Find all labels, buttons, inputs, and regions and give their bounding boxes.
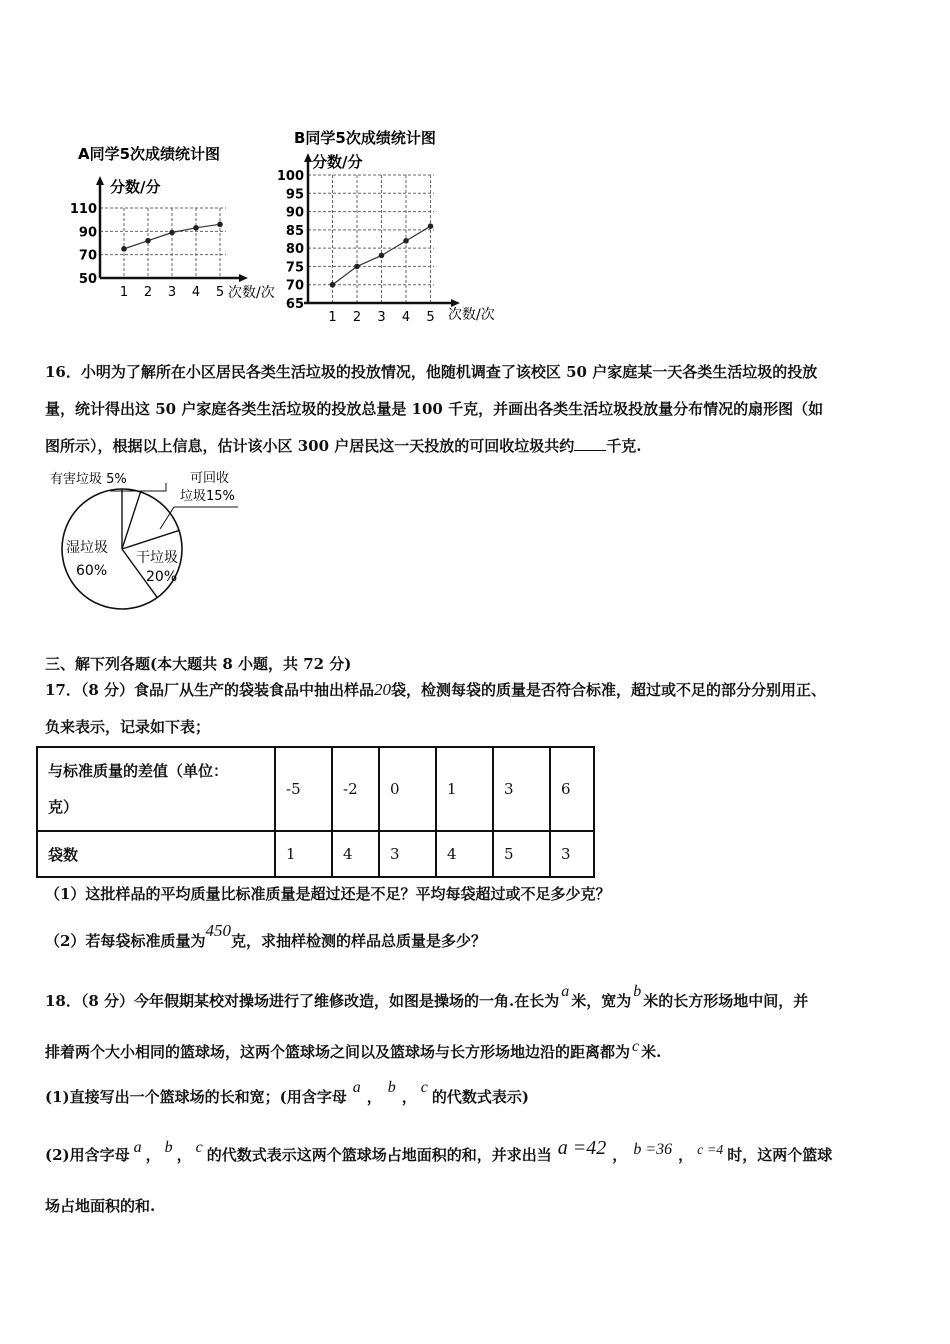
table-cell: 5 xyxy=(493,831,550,877)
q17-sub-2-text-b: 克，求抽样检测的样品总质量是多少？ xyxy=(230,932,486,950)
var-a: a xyxy=(133,1139,142,1156)
table-cell: 4 xyxy=(332,831,379,877)
x-tick-label: 4 xyxy=(191,285,201,300)
x-tick-label: 5 xyxy=(215,285,225,300)
var-b: b xyxy=(387,1079,396,1096)
separator: ， xyxy=(366,1088,382,1106)
chart-b-title: B同学5次成绩统计图 xyxy=(294,129,436,147)
chart-b-xlabel: 次数/次 xyxy=(448,307,495,323)
pie-label-dry-2: 20% xyxy=(146,569,178,585)
data-point xyxy=(193,225,199,231)
x-tick-label: 3 xyxy=(167,285,177,300)
table-cell: 6 xyxy=(550,747,594,831)
pie-slice-boundary xyxy=(122,492,141,549)
chart-a-xlabel: 次数/次 xyxy=(228,285,275,301)
chart-b-grid xyxy=(308,175,434,303)
q17-sub-1: （1）这批样品的平均质量比标准质量是超过还是不足？平均每袋超过或不足多少克？ xyxy=(45,885,611,903)
x-tick-label: 2 xyxy=(143,285,153,300)
q18-sub-2-text-c: 时，这两个篮球 xyxy=(727,1146,833,1164)
var-b: b xyxy=(633,983,642,1000)
q16-line-3 xyxy=(45,435,642,456)
data-point xyxy=(330,282,336,288)
chart-a-title: A同学5次成绩统计图 xyxy=(78,145,221,163)
var-c: c xyxy=(632,1038,640,1055)
pie-label-wet-1: 湿垃圾 xyxy=(66,540,108,556)
pie-label-harmful: 有害垃圾 5% xyxy=(50,472,127,487)
table-cell: 3 xyxy=(550,831,594,877)
data-point xyxy=(121,246,127,252)
y-tick-label: 70 xyxy=(78,248,97,264)
answer-blank xyxy=(574,436,606,451)
chart-b xyxy=(276,125,507,325)
pie-slice-boundary xyxy=(122,530,179,549)
equation-a: a =42 xyxy=(557,1137,607,1159)
data-point xyxy=(169,230,175,236)
y-tick-label: 85 xyxy=(285,223,304,239)
y-tick-label: 100 xyxy=(276,169,304,184)
chart-a xyxy=(69,140,275,301)
q18-line-2-text-b: 米. xyxy=(641,1043,662,1061)
q17-sub-2-text-a: （2）若每袋标准质量为 xyxy=(45,932,206,950)
var-b: b xyxy=(164,1139,173,1156)
q16-line-1: 16．小明为了解所在小区居民各类生活垃圾的投放情况，他随机调查了该校区 50 户家庭某一天各类生活垃圾的投放 xyxy=(45,363,818,381)
q17-record-table xyxy=(36,746,595,878)
data-point xyxy=(354,264,360,270)
table-cell: 3 xyxy=(493,747,550,831)
chart-a-y-arrow xyxy=(96,176,104,185)
q18-line-2-text-a: 排着两个大小相同的篮球场，这两个篮球场之间以及篮球场与长方形场地边沿的距离都为 xyxy=(45,1043,631,1061)
q17-sample-count: 20 xyxy=(374,680,392,699)
recyclable-leader-line xyxy=(160,507,238,529)
chart-b-x-arrow xyxy=(451,299,460,307)
table-cell: 1 xyxy=(275,831,332,877)
q18-sub-1-text-a: (1)直接写出一个篮球场的长和宽；(用含字母 xyxy=(45,1088,347,1106)
q18-line-1-text-b: 米，宽为 xyxy=(571,992,632,1010)
pie-label-recyclable-2: 垃圾15% xyxy=(180,489,235,504)
q17-line-2: 负来表示，记录如下表； xyxy=(45,718,211,736)
q17-line-1-text-a: 17．（8 分）食品厂从生产的袋装食品中抽出样品 xyxy=(45,681,375,699)
q18-line-1-text-c: 米的长方形场地中间，并 xyxy=(643,992,809,1010)
q18-last-line: 场占地面积的和. xyxy=(45,1197,156,1215)
table-cell: 3 xyxy=(379,831,436,877)
data-point xyxy=(379,253,385,259)
q18-sub-2-text-b: 的代数式表示这两个篮球场占地面积的和，并求出当 xyxy=(206,1146,552,1164)
x-tick-label: 3 xyxy=(377,310,386,325)
data-point xyxy=(145,238,151,244)
x-tick-label: 1 xyxy=(119,285,129,300)
chart-a-grid xyxy=(100,208,226,278)
q16-line-2: 量，统计得出这 50 户家庭各类生活垃圾的投放总量是 100 千克，并画出各类生活垃圾投放量分布情况的扇形图（如 xyxy=(45,400,824,418)
var-c: c xyxy=(420,1079,428,1096)
y-tick-label: 90 xyxy=(78,225,97,241)
pie-label-wet-2: 60% xyxy=(76,563,108,579)
q18-sub-1 xyxy=(45,1079,529,1107)
chart-a-x-ticks xyxy=(120,285,224,300)
section-3-heading: 三、解下列各题(本大题共 8 小题，共 72 分) xyxy=(45,655,352,673)
chart-b-ylabel: 分数/分 xyxy=(312,153,363,171)
var-a: a xyxy=(561,983,570,1000)
table-header-bag-count: 袋数 xyxy=(37,831,275,877)
q16-line-3-unit: 千克. xyxy=(606,437,642,455)
separator: ， xyxy=(678,1146,694,1164)
separator: ， xyxy=(401,1088,417,1106)
y-tick-label: 65 xyxy=(285,297,304,312)
data-point xyxy=(403,238,409,244)
y-tick-label: 75 xyxy=(285,260,304,276)
data-point xyxy=(428,223,434,229)
y-tick-label: 70 xyxy=(285,278,304,294)
table-cell: -2 xyxy=(332,747,379,831)
chart-a-y-ticks xyxy=(70,202,97,287)
table-header-difference-line-1: 与标准质量的差值（单位： xyxy=(48,762,229,780)
table-header-difference xyxy=(37,747,275,831)
q18-line-1-text-a: 18．（8 分）今年假期某校对操场进行了维修改造，如图是操场的一角.在长为 xyxy=(45,992,560,1010)
q18-sub-1-text-b: 的代数式表示) xyxy=(431,1088,529,1106)
equation-c: c =4 xyxy=(697,1143,724,1158)
x-tick-label: 2 xyxy=(352,310,362,325)
q17-line-1-text-b: 袋，检测每袋的质量是否符合标准，超过或不足的部分分别用正、 xyxy=(391,681,827,699)
q17-standard-mass: 450 xyxy=(205,921,231,940)
separator: ， xyxy=(176,1146,192,1164)
chart-b-y-ticks xyxy=(277,169,304,312)
equation-b: b =36 xyxy=(633,1141,673,1158)
q18-sub-2 xyxy=(45,1137,833,1166)
pie-label-dry-1: 干垃圾 xyxy=(136,550,178,566)
table-cell: 1 xyxy=(436,747,493,831)
y-tick-label: 90 xyxy=(285,205,304,221)
separator: ， xyxy=(145,1146,161,1164)
q18-line-1 xyxy=(45,983,809,1011)
q17-line-1 xyxy=(45,679,826,700)
var-a: a xyxy=(352,1079,361,1096)
pie-label-recyclable-1: 可回收 xyxy=(190,471,230,486)
y-tick-label: 80 xyxy=(285,242,304,258)
pie-chart xyxy=(40,465,250,625)
q17-sub-2 xyxy=(45,921,486,951)
x-tick-label: 4 xyxy=(401,310,411,325)
q18-line-2 xyxy=(45,1038,662,1062)
chart-b-x-ticks xyxy=(328,310,434,325)
y-tick-label: 95 xyxy=(285,187,304,203)
chart-a-x-arrow xyxy=(239,274,248,282)
table-cell: 0 xyxy=(379,747,436,831)
chart-b-y-arrow xyxy=(304,153,312,162)
q16-line-3-text: 图所示），根据以上信息，估计该小区 300 户居民这一天投放的可回收垃圾共约 xyxy=(45,437,575,455)
y-tick-label: 110 xyxy=(69,202,97,217)
q18-sub-2-text-a: (2)用含字母 xyxy=(45,1146,130,1164)
x-tick-label: 1 xyxy=(328,310,337,325)
table-header-difference-line-2: 克） xyxy=(48,798,79,816)
x-tick-label: 5 xyxy=(426,310,435,325)
y-tick-label: 50 xyxy=(78,272,97,287)
separator: ， xyxy=(612,1146,628,1164)
table-row-difference xyxy=(37,747,594,831)
chart-a-ylabel: 分数/分 xyxy=(110,178,161,196)
table-cell: 4 xyxy=(436,831,493,877)
data-point xyxy=(217,222,223,228)
table-cell: -5 xyxy=(275,747,332,831)
var-c: c xyxy=(195,1139,203,1156)
table-row-bag-count xyxy=(37,831,594,877)
